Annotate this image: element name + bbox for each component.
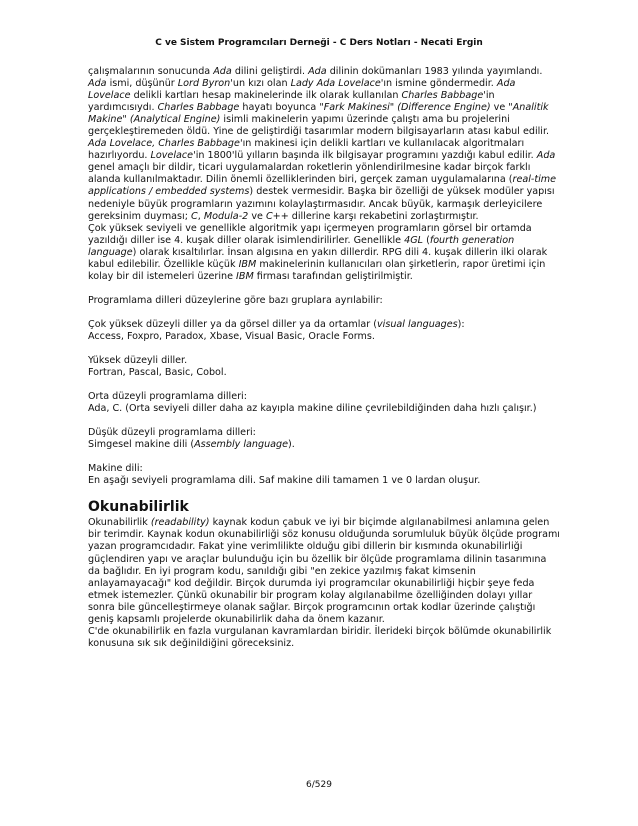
italic-term: "Analitik Makine" (Analytical Engine): [88, 102, 549, 126]
paragraph-low-level: Düşük düzeyli programlama dilleri: Simgesel makine dili (Assembly language).: [88, 427, 295, 451]
page-number: 6/529: [306, 780, 332, 790]
italic-term: Ada: [88, 78, 107, 90]
italic-term: Lovelace: [150, 150, 194, 162]
italic-term: fourth generation language: [88, 234, 515, 258]
section-heading-readability: Okunabilirlik: [88, 499, 189, 516]
italic-term: Ada Lovelace, Charles Babbage: [88, 138, 240, 150]
paragraph-machine-language: Makine dili: En aşağı seviyeli programlama dili. Saf makine dili tamamen 1 ve 0 lardan oluşur.: [88, 463, 481, 487]
italic-term: C++: [265, 210, 289, 222]
paragraph-ada-history: çalışmalarının sonucunda Ada dilini geliştirdi. Ada dilinin dokümanları 1983 yılında yayımlandı. Ada ismi, düşünür Lord Byron'un kızı olan Lady Ada Lovelace'ın ismine göndermedir. Ada Lovelace delikli kartları hesap makinelerinde ilk olarak kullanılan Charles Babbage'in yardımcısıydı. Charles Babbage hayatı boyunca "Fark Makinesi" (Difference Engine) ve "Analitik Makine" (Analytical Engine) isimli makinelerin yapımı üzerinde çalıştı ama bu projelerini gerçekleştiremeden öldü. Yine de geliştirdiği tasarımlar modern bilgisayarların atası kabul edilir. Ada Lovelace, Charles Babbage'ın makinesi için delikli kartları ve kullanılacak algoritmaları hazırlıyordu. Lovelace'in 1800'lü yılların başında ilk bilgisayar programını yazdığı kabul edilir. Ada genel amaçlı bir dildir, ticari uygulamalardan roketlerin yönlendirilmesine kadar birçok farklı alanda kullanılmaktadır. Dilin önemli özelliklerinden biri, gerçek zaman uygulamalarına (real-time applications / embedded systems) destek vermesidir. Başka bir özelliği de yüksek modüler yapısı nedeniyle büyük programların yazımını kolaylaştırmasıdır. Ancak büyük, karmaşık derleyicilere gereksinim duyması; C, Modula-2 ve C++ dillerine karşı rekabetini zorlaştırmıştır. Çok yüksek seviyeli ve genellikle algoritmik yapı içermeyen programların görsel bir ortamda yazıldığı diller ise 4. kuşak diller olarak isimlendirilirler. Genellikle 4GL (fourth generation language) olarak kısaltılırlar. İnsan algısına en yakın dillerdir. RPG dili 4. kuşak dillerin ilki olarak kabul edilebilir. Özellikle küçük IBM makinelerinin kullanıcıları olan şirketlerin, rapor üretimi için kolay bir dil istemeleri üzerine IBM firması tarafından geliştirilmiştir.: [88, 66, 557, 282]
paragraph-very-high-level: Çok yüksek düzeyli diller ya da görsel diller ya da ortamlar (visual languages): Access, Foxpro, Paradox, Xbase, Visual Basic, Oracle Forms.: [88, 318, 465, 342]
italic-term: Charles Babbage: [157, 102, 240, 114]
italic-term: 4GL: [404, 234, 424, 246]
paragraph-high-level: Yüksek düzeyli diller. Fortran, Pascal, Basic, Cobol.: [88, 354, 227, 379]
italic-term: Charles Babbage: [401, 90, 484, 102]
italic-term: Modula-2: [203, 210, 249, 222]
italic-term: real-time applications / embedded systems: [88, 174, 557, 198]
italic-term: IBM: [236, 270, 254, 282]
italic-term: Ada: [536, 150, 556, 162]
italic-term: IBM: [238, 258, 257, 270]
italic-term: Lord Byron: [177, 78, 231, 90]
italic-term: Ada: [213, 66, 232, 77]
page-header-title: C ve Sistem Programcıları Derneği - C Ders Notları - Necati Ergin: [155, 38, 483, 48]
document-body: [88, 66, 560, 650]
italic-term: Lady Ada Lovelace: [290, 78, 381, 90]
italic-term: "Fark Makinesi" (Difference Engine): [319, 102, 491, 114]
italic-term: visual languages: [376, 318, 458, 330]
italic-term: Ada Lovelace: [88, 78, 516, 102]
paragraph-language-levels-intro: Programlama dilleri düzeylerine göre bazı gruplara ayrılabilir:: [88, 294, 383, 306]
paragraph-readability: Okunabilirlik (readability) kaynak kodun çabuk ve iyi bir biçimde algılanabilmesi anlamına gelen bir terimdir. Kaynak kodun okunabilirliği söz konusu olduğunda sorumluluk büyük ölçüde programı yazan programcıdadır. Fakat yine verimlilikte olduğu gibi dillerin bir kısmında okunabilirliği güçlendiren yapı ve araçlar bulunduğu için bu özellik bir ölçüde programlama dilinin tasarımına da bağlıdır. En iyi program kodu, sanıldığı gibi "en zekice yazılmış fakat kimsenin anlayamayacağı" kod değildir. Birçok durumda iyi programcılar okunabilirliği hiçbir şeye feda etmek istemezler. Çünkü okunabilir bir program kolay algılanabilme özelliğinden dolayı yıllar sonra bile güncelleştirmeye olanak sağlar. Birçok programcının ortak kodlar üzerinde çalıştığı geniş kapsamlı projelerde okunabilirlik daha da önem kazanır. C'de okunabilirlik en fazla vurgulanan kavramlardan biridir. İlerideki birçok bölümde okunabilirlik konusuna sık sık değinildiğini göreceksiniz.: [88, 517, 560, 649]
italic-term: (readability): [150, 517, 210, 529]
italic-term: C: [191, 210, 198, 222]
paragraph-mid-level: Orta düzeyli programlama dilleri: Ada, C. (Orta seviyeli diller daha az kayıpla makine diline çevrilebildiğinden daha hızlı çalışır.): [88, 391, 537, 415]
italic-term: Assembly language: [194, 439, 289, 451]
italic-term: Ada: [308, 66, 327, 77]
